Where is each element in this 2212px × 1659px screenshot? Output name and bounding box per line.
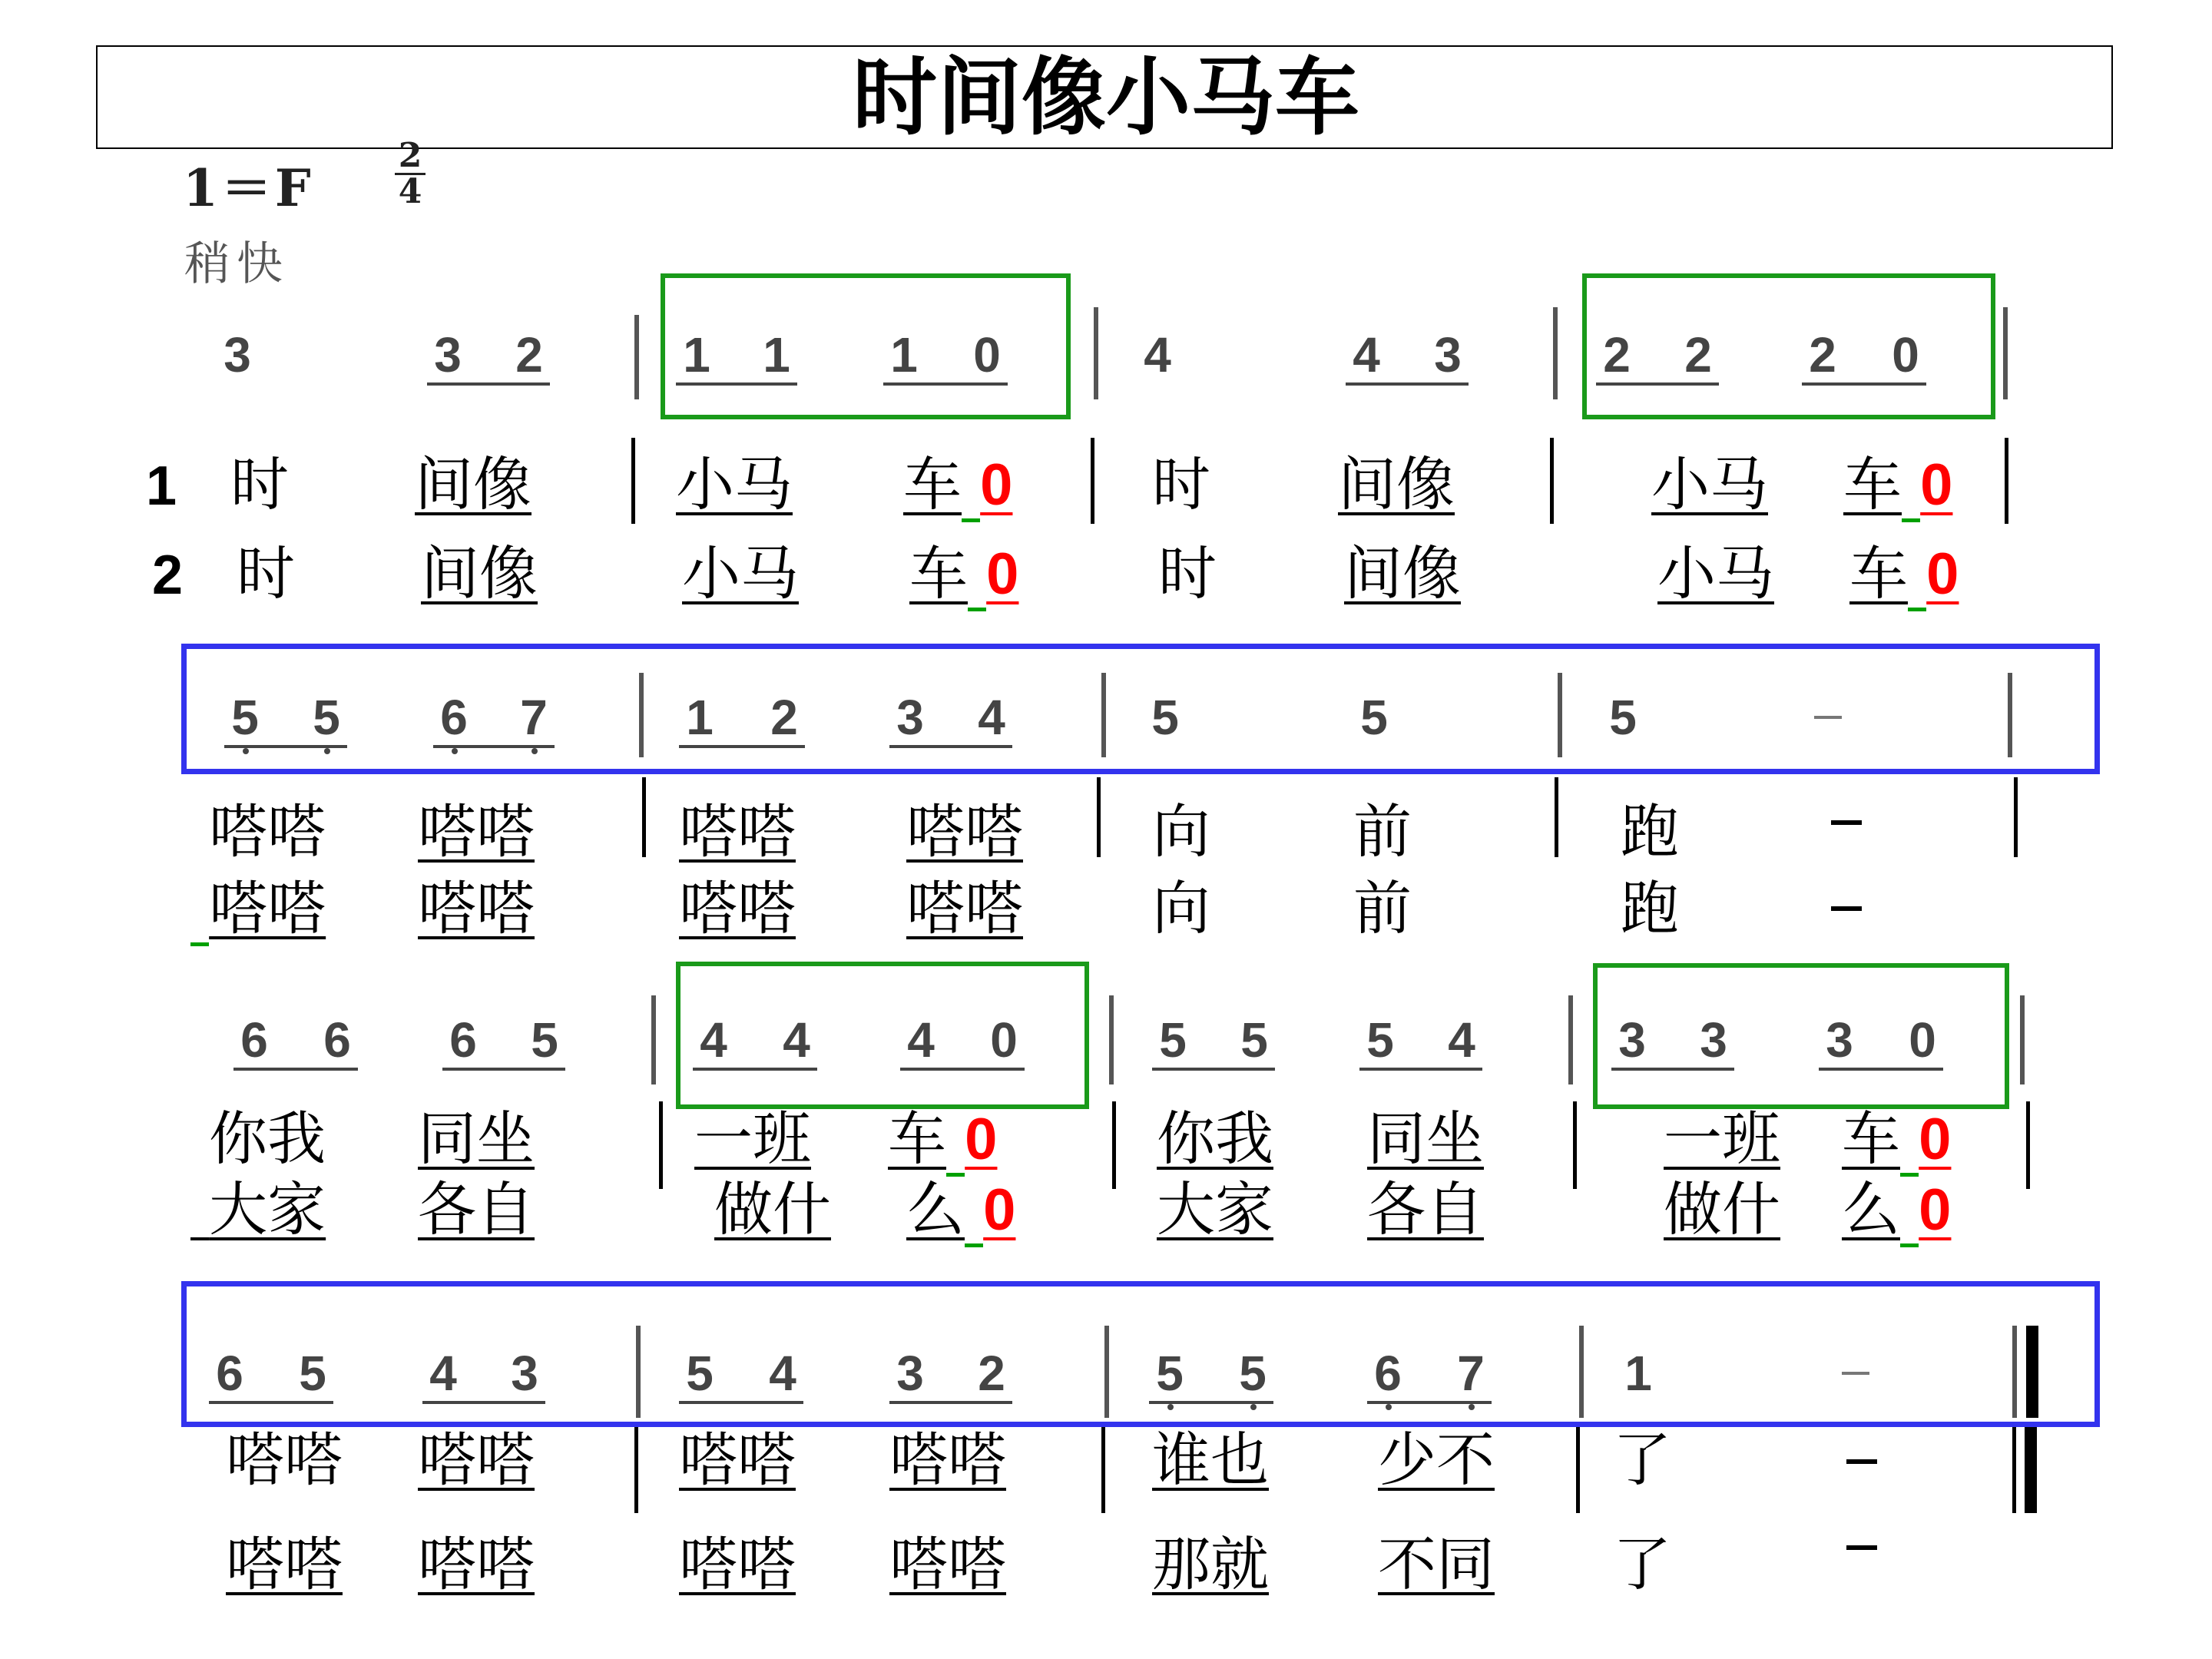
bar-line — [2026, 1101, 2030, 1189]
lyric-line — [190, 876, 326, 942]
note: 6 — [216, 1346, 243, 1401]
note: 3 — [1700, 1012, 1727, 1068]
bar-line — [1573, 1101, 1577, 1189]
beam — [679, 745, 805, 748]
bar-line — [1568, 995, 1573, 1084]
lyric: 一班 — [694, 1104, 811, 1173]
rest-mark: 0 — [1926, 541, 1959, 607]
note: 3 — [511, 1346, 538, 1401]
note: 0 — [1909, 1012, 1936, 1068]
bar-line — [634, 1427, 638, 1513]
note: 5 — [1240, 1012, 1268, 1068]
spacer — [965, 1175, 983, 1247]
lyric-with-rest — [1849, 541, 1959, 608]
lyric: 嗒嗒 — [889, 1530, 1006, 1598]
lyric-with-rest — [903, 452, 1012, 518]
note: 0 — [1892, 327, 1919, 382]
bar-line — [642, 777, 646, 857]
lyric: 间像 — [1338, 450, 1455, 518]
lyric-with-rest — [1842, 1106, 1951, 1173]
bar-line — [1101, 673, 1106, 757]
lyric: 不同 — [1378, 1530, 1495, 1598]
note: 6 — [323, 1012, 351, 1068]
lyric: 做什 — [714, 1175, 831, 1243]
repeat-highlight-box — [1593, 963, 2009, 1109]
note: 5 — [1149, 1349, 1190, 1398]
sustain-dash — [1842, 1372, 1869, 1375]
bar-line — [631, 438, 635, 524]
sustain-dash — [1846, 1545, 1877, 1550]
beam — [433, 745, 555, 748]
sustain-dash — [1831, 906, 1862, 911]
lyric-with-rest — [906, 1177, 1015, 1243]
lyric: 嗒嗒 — [418, 1426, 535, 1494]
repeat-highlight-box — [676, 962, 1089, 1109]
note: 6 — [449, 1012, 477, 1068]
note: 1 — [686, 690, 714, 745]
lyric-with-rest — [909, 541, 1018, 608]
note: 5 — [1360, 690, 1388, 745]
bar-line — [1097, 777, 1101, 857]
key-signature: 1＝F — [183, 158, 314, 218]
note: 6 — [433, 693, 475, 742]
beam — [1367, 1401, 1492, 1404]
spacer — [946, 1104, 965, 1177]
spacer — [1900, 1175, 1919, 1247]
bar-line — [1091, 438, 1094, 524]
lyric: 嗒嗒 — [226, 1530, 343, 1598]
spacer — [968, 539, 986, 611]
note: 0 — [990, 1012, 1018, 1068]
note: 1 — [683, 327, 710, 382]
lyric-line — [190, 1177, 326, 1243]
beam — [1152, 1068, 1275, 1071]
lyric: 么 — [1842, 1175, 1900, 1243]
lyric: 各自 — [418, 1175, 535, 1243]
note: 2 — [1603, 327, 1631, 382]
bar-line — [1576, 1427, 1580, 1513]
lyric: 各自 — [1367, 1175, 1484, 1243]
note: 5 — [299, 1346, 326, 1401]
note: 3 — [1434, 327, 1462, 382]
spacer — [190, 874, 209, 946]
bar-line — [1579, 1326, 1584, 1418]
lyric: 嗒嗒 — [906, 797, 1023, 866]
bar-line — [1094, 307, 1098, 399]
note: 2 — [515, 327, 543, 382]
lyric: 时 — [1158, 539, 1217, 608]
rest-mark: 0 — [1919, 1177, 1952, 1243]
bar-line — [1101, 1427, 1105, 1513]
note: 4 — [783, 1012, 810, 1068]
lyric: 向 — [1152, 797, 1210, 866]
beam — [1819, 1068, 1943, 1071]
lyric: 小马 — [1651, 450, 1768, 518]
lyric: 向 — [1152, 874, 1210, 942]
lyric-with-rest — [888, 1106, 997, 1173]
note: 2 — [1684, 327, 1712, 382]
note: 3 — [224, 327, 251, 382]
note: 3 — [896, 1346, 924, 1401]
beam — [900, 1068, 1025, 1071]
lyric: 嗒嗒 — [889, 1426, 1006, 1494]
tempo-marking: 稍快 — [184, 237, 289, 291]
lyric: 嗒嗒 — [679, 874, 796, 942]
lyric: 间像 — [421, 539, 538, 608]
time-signature-bottom: 4 — [398, 172, 422, 211]
final-bar-line-thick — [2025, 1427, 2037, 1513]
beam — [679, 1401, 803, 1404]
note: 5 — [1151, 690, 1179, 745]
lyric: 小马 — [676, 450, 793, 518]
sustain-dash — [1846, 1459, 1877, 1464]
lyric: 前 — [1353, 797, 1412, 866]
bar-line — [2008, 673, 2012, 757]
note: 4 — [1448, 1012, 1475, 1068]
rest-mark: 0 — [983, 1177, 1016, 1243]
bar-line — [651, 995, 656, 1084]
lyric: 嗒嗒 — [209, 874, 326, 942]
note: 7 — [1450, 1349, 1492, 1398]
lyric: 时 — [1152, 450, 1210, 518]
note: 4 — [1353, 327, 1380, 382]
beam — [1359, 1068, 1482, 1071]
bar-line — [2003, 307, 2008, 399]
beam — [889, 745, 1012, 748]
lyric: 跑 — [1621, 797, 1679, 866]
note: 5 — [1609, 690, 1637, 745]
lyric: 间像 — [415, 450, 531, 518]
spacer — [1908, 539, 1926, 611]
note: 5 — [224, 693, 266, 742]
beam — [422, 1401, 545, 1404]
lyric: 嗒嗒 — [679, 1426, 796, 1494]
bar-line — [1109, 995, 1114, 1084]
spacer — [1900, 1104, 1919, 1177]
final-bar-line-thin — [2012, 1326, 2017, 1418]
rest-mark: 0 — [980, 452, 1013, 518]
lyric: 大家 — [1157, 1175, 1273, 1243]
bar-line — [2020, 995, 2025, 1084]
beam — [1802, 382, 1926, 386]
lyric: 了 — [1613, 1530, 1671, 1598]
bar-line — [639, 673, 644, 757]
bar-line — [1550, 438, 1554, 524]
lyric: 车 — [1849, 539, 1908, 608]
beam — [1611, 1068, 1734, 1071]
lyric: 做什 — [1664, 1175, 1780, 1243]
note: 5 — [531, 1012, 558, 1068]
time-signature — [393, 136, 427, 211]
note: 4 — [700, 1012, 727, 1068]
lyric: 谁也 — [1152, 1426, 1269, 1494]
beam — [889, 1401, 1012, 1404]
final-bar-line-thick — [2026, 1326, 2038, 1418]
phrase-highlight-box — [181, 1281, 2100, 1427]
note: 2 — [978, 1346, 1005, 1401]
lyric: 你我 — [1157, 1104, 1273, 1173]
note: 4 — [978, 690, 1005, 745]
lyric: 嗒嗒 — [679, 1530, 796, 1598]
note: 5 — [1366, 1012, 1394, 1068]
lyric: 小马 — [1657, 539, 1774, 608]
bar-line — [1555, 777, 1558, 857]
note: 3 — [434, 327, 462, 382]
spacer — [962, 450, 980, 522]
lyric: 跑 — [1621, 874, 1679, 942]
note: 3 — [1826, 1012, 1853, 1068]
note: 4 — [769, 1346, 796, 1401]
verse-number: 2 — [152, 545, 184, 606]
bar-line — [659, 1101, 663, 1189]
note: 3 — [896, 690, 924, 745]
note: 5 — [306, 693, 347, 742]
bar-line — [636, 1326, 641, 1418]
rest-mark: 0 — [965, 1107, 998, 1172]
lyric: 大家 — [209, 1175, 326, 1243]
lyric-with-rest — [1843, 452, 1952, 518]
rest-mark: 0 — [986, 541, 1019, 607]
verse-number: 1 — [146, 455, 177, 517]
spacer — [190, 1175, 209, 1243]
lyric: 嗒嗒 — [418, 797, 535, 866]
final-bar-line-thin — [2012, 1427, 2016, 1513]
lyric: 那就 — [1152, 1530, 1269, 1598]
beam — [427, 382, 550, 386]
beam — [693, 1068, 817, 1071]
beam — [1346, 382, 1469, 386]
note: 0 — [973, 327, 1001, 382]
song-title: 时间像小马车 — [853, 48, 1359, 147]
beam — [233, 1068, 358, 1071]
beam — [883, 382, 1008, 386]
lyric: 你我 — [209, 1104, 326, 1173]
note: 4 — [1144, 327, 1171, 382]
note: 5 — [686, 1346, 714, 1401]
lyric: 嗒嗒 — [209, 797, 326, 866]
note: 2 — [1809, 327, 1836, 382]
spacer — [1902, 450, 1920, 522]
lyric: 同坐 — [418, 1104, 535, 1173]
beam — [676, 382, 797, 386]
lyric: 时 — [237, 539, 295, 608]
lyric: 了 — [1613, 1426, 1671, 1494]
note: 4 — [429, 1346, 457, 1401]
lyric: 车 — [903, 450, 962, 518]
sustain-dash — [1814, 716, 1842, 719]
lyric: 嗒嗒 — [906, 874, 1023, 942]
note: 6 — [240, 1012, 268, 1068]
beam — [209, 1401, 333, 1404]
lyric: 同坐 — [1367, 1104, 1484, 1173]
lyric: 车 — [1842, 1104, 1900, 1173]
repeat-highlight-box — [661, 273, 1071, 419]
lyric: 前 — [1353, 874, 1412, 942]
note: 3 — [1618, 1012, 1646, 1068]
bar-line — [1553, 307, 1558, 399]
lyric: 么 — [906, 1175, 965, 1243]
lyric: 一班 — [1664, 1104, 1780, 1173]
bar-line — [2014, 777, 2018, 857]
lyric: 嗒嗒 — [418, 1530, 535, 1598]
beam — [1596, 382, 1719, 386]
lyric: 车 — [1843, 450, 1902, 518]
lyric: 车 — [909, 539, 968, 608]
rest-mark: 0 — [1920, 452, 1953, 518]
note: 6 — [1367, 1349, 1409, 1398]
rest-mark: 0 — [1919, 1107, 1952, 1172]
note: 2 — [770, 690, 798, 745]
note: 1 — [890, 327, 918, 382]
beam — [1149, 1401, 1273, 1404]
lyric: 时 — [230, 450, 289, 518]
note: 5 — [1232, 1349, 1273, 1398]
bar-line — [1558, 673, 1562, 757]
lyric: 少不 — [1378, 1426, 1495, 1494]
lyric: 间像 — [1344, 539, 1461, 608]
time-signature-top: 2 — [398, 136, 422, 175]
note: 5 — [1159, 1012, 1187, 1068]
lyric: 车 — [888, 1104, 946, 1173]
lyric: 嗒嗒 — [679, 797, 796, 866]
beam — [224, 745, 347, 748]
bar-line — [2005, 438, 2008, 524]
bar-line — [1104, 1326, 1109, 1418]
note: 1 — [1624, 1346, 1652, 1401]
bar-line — [634, 315, 639, 399]
beam — [442, 1068, 565, 1071]
bar-line — [1112, 1101, 1116, 1189]
note: 7 — [513, 693, 555, 742]
note: 4 — [907, 1012, 935, 1068]
lyric: 嗒嗒 — [418, 874, 535, 942]
lyric: 小马 — [682, 539, 799, 608]
note: 1 — [763, 327, 790, 382]
lyric-with-rest — [1842, 1177, 1951, 1243]
sustain-dash — [1831, 820, 1862, 825]
repeat-highlight-box — [1582, 273, 1995, 419]
lyric: 嗒嗒 — [226, 1426, 343, 1494]
